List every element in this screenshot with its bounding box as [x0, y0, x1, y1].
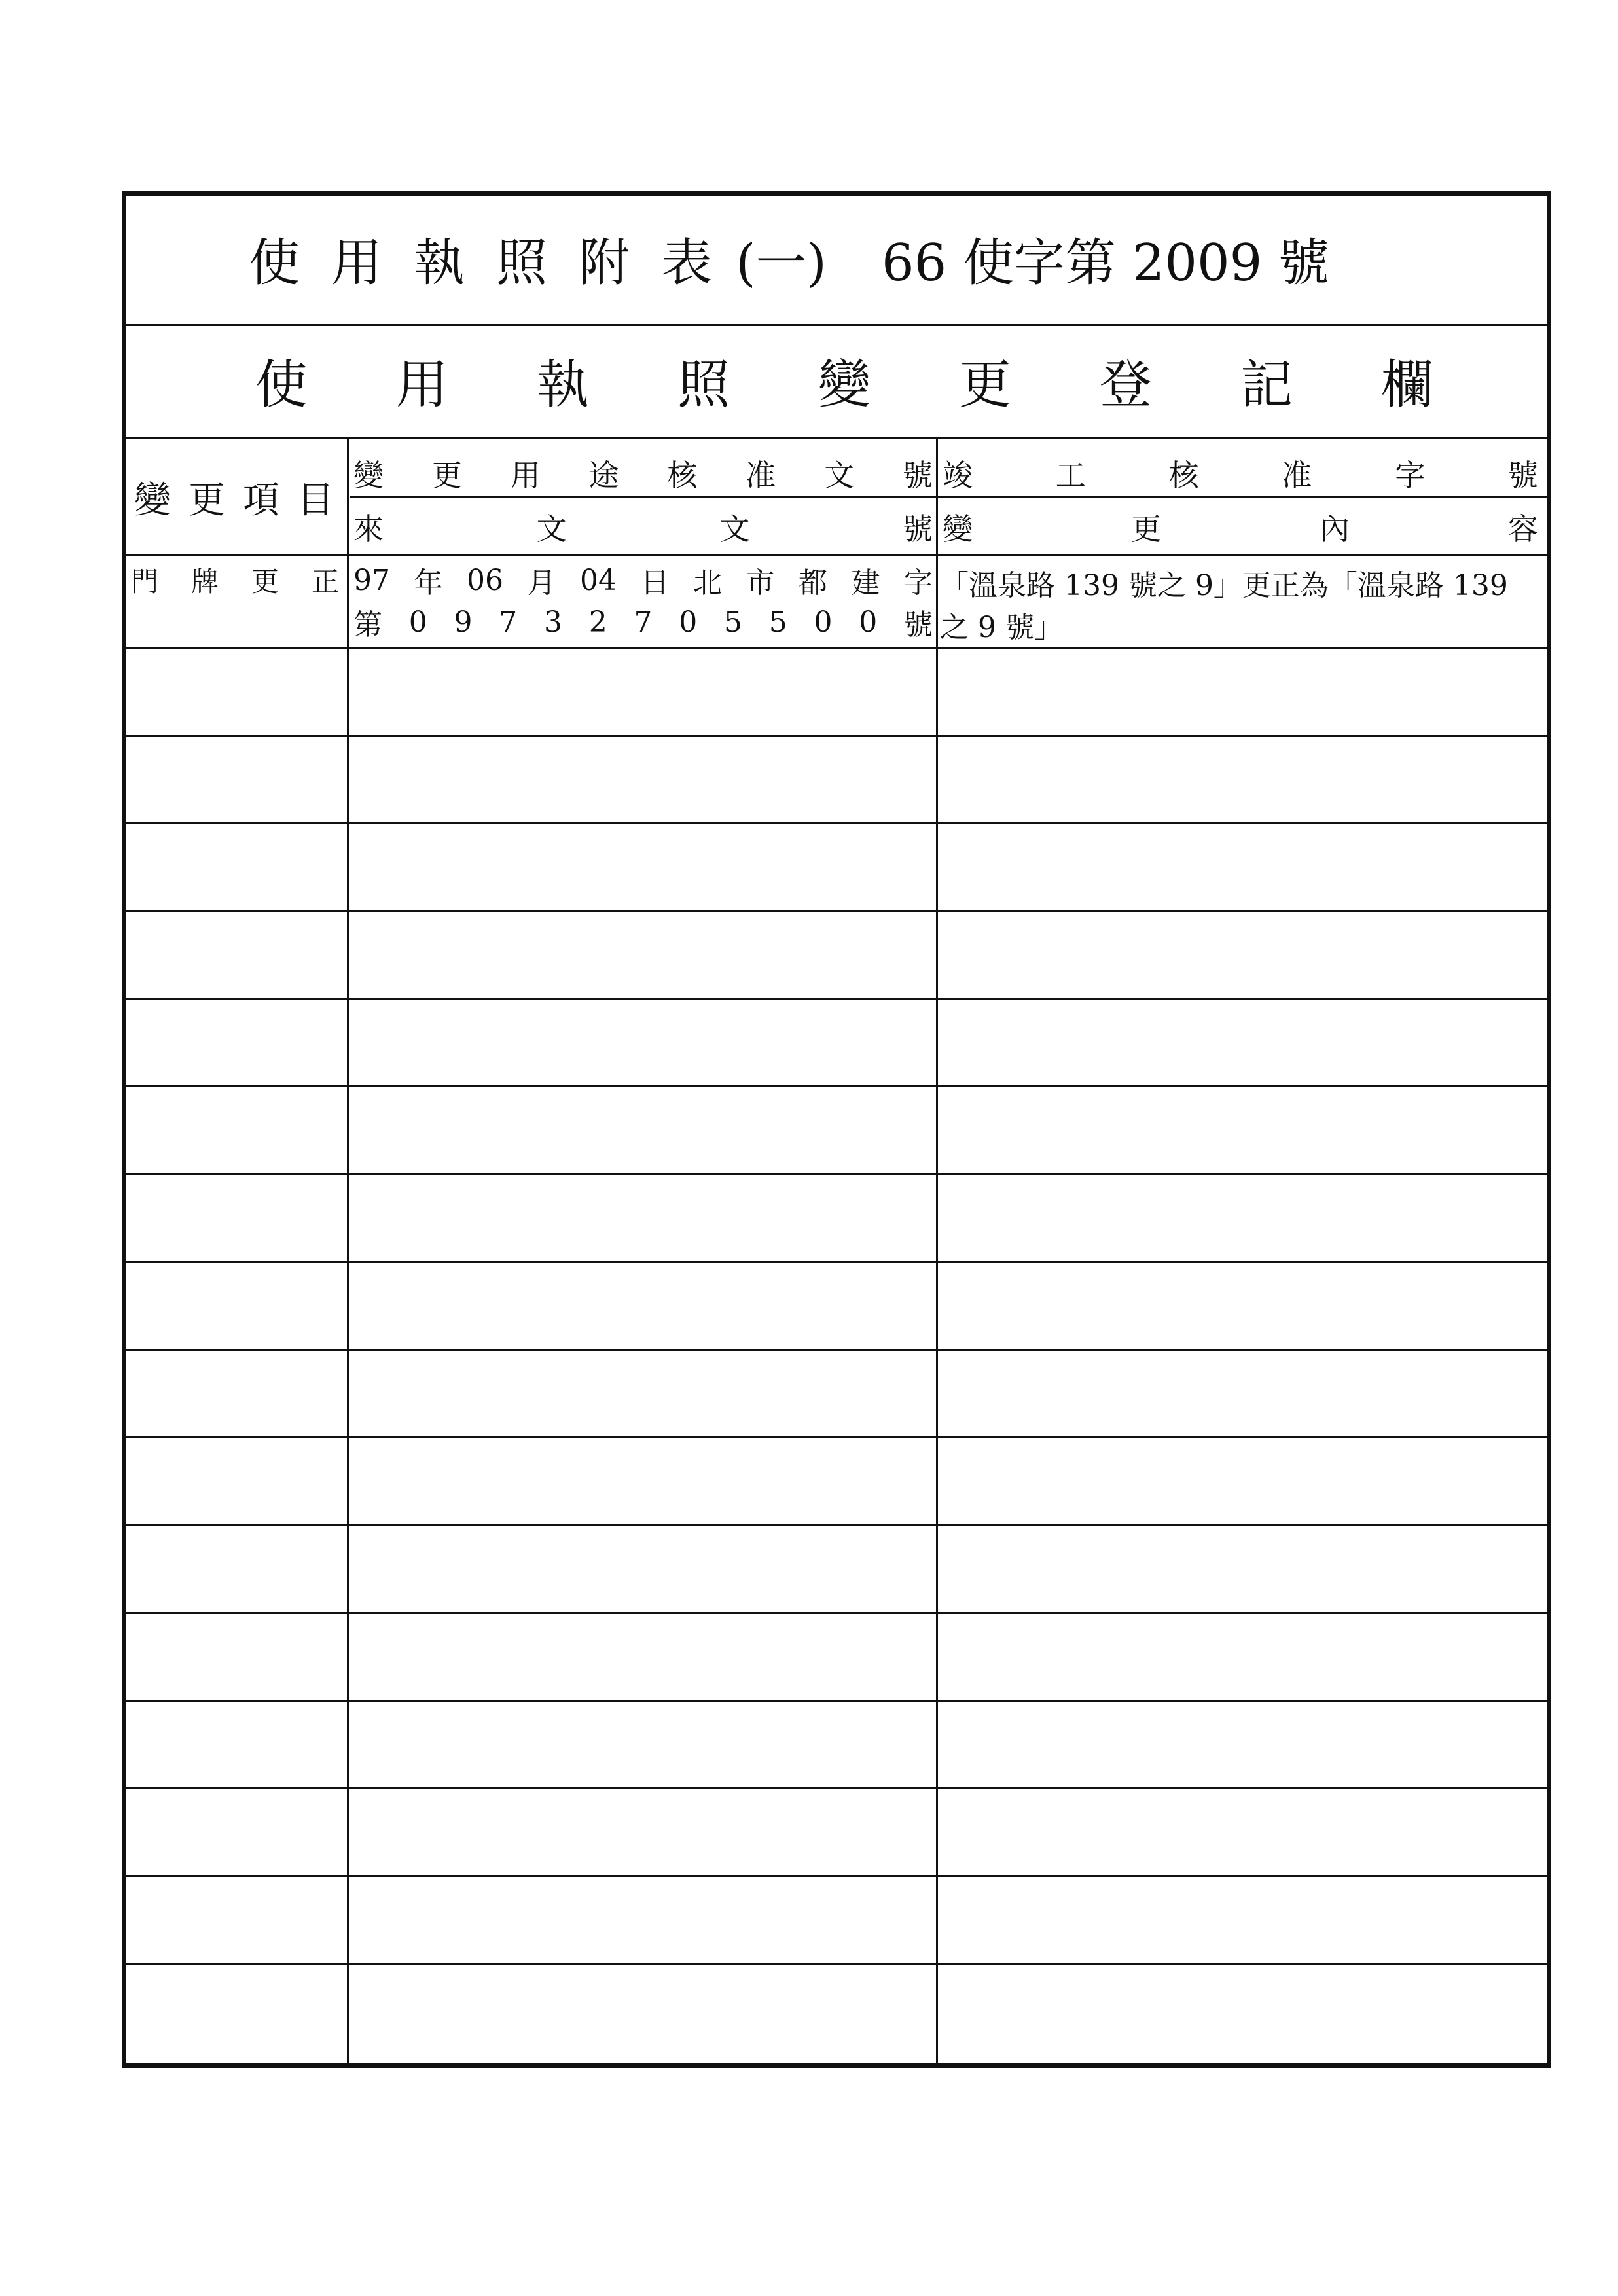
- section-heading-char: 記: [1240, 354, 1293, 415]
- header-completion-char: 竣: [943, 458, 973, 493]
- header-change-item-char: 更: [189, 479, 225, 522]
- header-incoming-doc-no: [353, 505, 933, 549]
- header-change-item-char: 目: [297, 479, 334, 522]
- title-char: 使: [249, 234, 300, 293]
- table-row-rule: [126, 1875, 1547, 1877]
- header-approval-char: 准: [746, 458, 776, 493]
- table-row-rule: [126, 1349, 1547, 1351]
- title-license-number: 66 使字第 2009 號: [881, 234, 1330, 293]
- row-doc1-char: 月: [527, 566, 556, 600]
- document-title: [249, 219, 1414, 298]
- row-doc1-char: 日: [640, 566, 670, 600]
- row-doc1-char: 都: [799, 566, 827, 600]
- table-row-rule: [126, 910, 1547, 912]
- row-doc2-char: 9: [454, 605, 473, 639]
- header-change-item-char: 變: [134, 479, 171, 522]
- row-doc2-char: 0: [408, 605, 427, 639]
- section-heading-char: 欄: [1381, 354, 1433, 415]
- table-row-rule: [126, 822, 1547, 824]
- row-doc-line1: [353, 560, 933, 600]
- header-change-item-char: 項: [243, 479, 279, 522]
- column-divider-item: [347, 437, 349, 2063]
- row-doc1-char: 97: [353, 563, 390, 597]
- row-doc2-char: 0: [814, 605, 833, 639]
- row-doc1-char: 字: [904, 566, 933, 600]
- header-content-char: 變: [943, 511, 973, 547]
- section-heading: [255, 347, 1433, 415]
- title-char: 照: [496, 234, 548, 293]
- table-row-rule: [126, 1436, 1547, 1438]
- section-heading-char: 登: [1100, 354, 1152, 415]
- header-incoming-char: 號: [902, 511, 933, 547]
- row-item-char: 更: [251, 566, 279, 598]
- header-mid-divider: [350, 496, 1547, 498]
- row-doc1-char: 市: [746, 566, 775, 600]
- header-content-char: 容: [1508, 511, 1538, 547]
- header-completion-no: [943, 452, 1538, 495]
- section-heading-char: 照: [677, 354, 730, 415]
- row-doc1-char: 年: [414, 566, 443, 600]
- header-completion-char: 字: [1395, 458, 1426, 493]
- row-item-char: 門: [131, 566, 159, 598]
- header-completion-char: 准: [1282, 458, 1312, 493]
- table-row-rule: [126, 1524, 1547, 1526]
- header-incoming-char: 來: [353, 511, 384, 547]
- header-completion-char: 工: [1055, 458, 1086, 493]
- row-doc2-char: 3: [544, 605, 562, 639]
- row-doc-line2: [353, 602, 933, 642]
- table-row-rule: [126, 1612, 1547, 1614]
- title-char: 執: [414, 234, 465, 293]
- header-approval-char: 途: [588, 458, 619, 493]
- row-doc2-char: 第: [353, 608, 382, 642]
- row-content-line1: 「溫泉路 139 號之 9」更正為「溫泉路 139: [940, 569, 1508, 602]
- row-doc2-char: 0: [859, 605, 878, 639]
- row-doc1-char: 06: [467, 563, 503, 597]
- title-char: 表: [661, 234, 713, 293]
- section-heading-char: 用: [396, 354, 448, 415]
- row-doc2-char: 5: [724, 605, 742, 639]
- header-content-char: 更: [1131, 511, 1161, 547]
- header-completion-char: 號: [1507, 458, 1538, 493]
- row-doc2-char: 2: [588, 605, 607, 639]
- title-char: 用: [331, 234, 383, 293]
- table-row-rule: [126, 1963, 1547, 1965]
- header-approval-char: 更: [431, 458, 462, 493]
- table-row-rule: [126, 1787, 1547, 1789]
- header-incoming-char: 文: [536, 511, 567, 547]
- table-row-rule: [126, 1085, 1547, 1087]
- table-row-rule: [126, 1700, 1547, 1702]
- header-approval-char: 文: [824, 458, 855, 493]
- title-paren: (一): [736, 234, 827, 293]
- section-heading-char: 變: [818, 354, 871, 415]
- column-divider-doc: [936, 437, 938, 2063]
- row-doc2-char: 7: [499, 605, 518, 639]
- header-approval-char: 號: [902, 458, 933, 493]
- row-doc2-char: 5: [768, 605, 787, 639]
- header-change-item: [134, 462, 334, 534]
- header-approval-char: 用: [510, 458, 541, 493]
- row-doc2-char: 號: [904, 608, 933, 642]
- header-approval-char: 核: [667, 458, 698, 493]
- row-doc1-char: 04: [580, 563, 617, 597]
- section-heading-char: 使: [255, 354, 308, 415]
- table-row-rule: [126, 1261, 1547, 1263]
- row-change-item: [131, 560, 339, 600]
- section-divider: [126, 437, 1547, 439]
- table-row-rule: [126, 998, 1547, 1000]
- header-completion-char: 核: [1168, 458, 1199, 493]
- title-license-schedule: [249, 222, 712, 295]
- header-incoming-char: 文: [719, 511, 750, 547]
- row-item-char: 牌: [190, 566, 219, 598]
- title-char: 附: [579, 234, 630, 293]
- row-doc1-char: 北: [693, 566, 722, 600]
- row-doc1-char: 建: [851, 566, 880, 600]
- header-change-content: [943, 505, 1538, 549]
- header-bottom-divider: [126, 554, 1547, 556]
- title-divider: [126, 324, 1547, 326]
- header-content-char: 內: [1320, 511, 1350, 547]
- table-row-rule: [126, 647, 1547, 649]
- section-heading-char: 更: [959, 354, 1011, 415]
- row-item-char: 正: [311, 566, 339, 598]
- row-doc2-char: 0: [679, 605, 698, 639]
- table-row-rule: [126, 735, 1547, 737]
- table-row-rule: [126, 1173, 1547, 1175]
- header-approval-char: 變: [353, 458, 384, 493]
- section-heading-char: 執: [537, 354, 589, 415]
- header-approval-doc-no: [353, 452, 933, 495]
- row-doc2-char: 7: [634, 605, 653, 639]
- row-content-line2: 之 9 號」: [940, 611, 1063, 644]
